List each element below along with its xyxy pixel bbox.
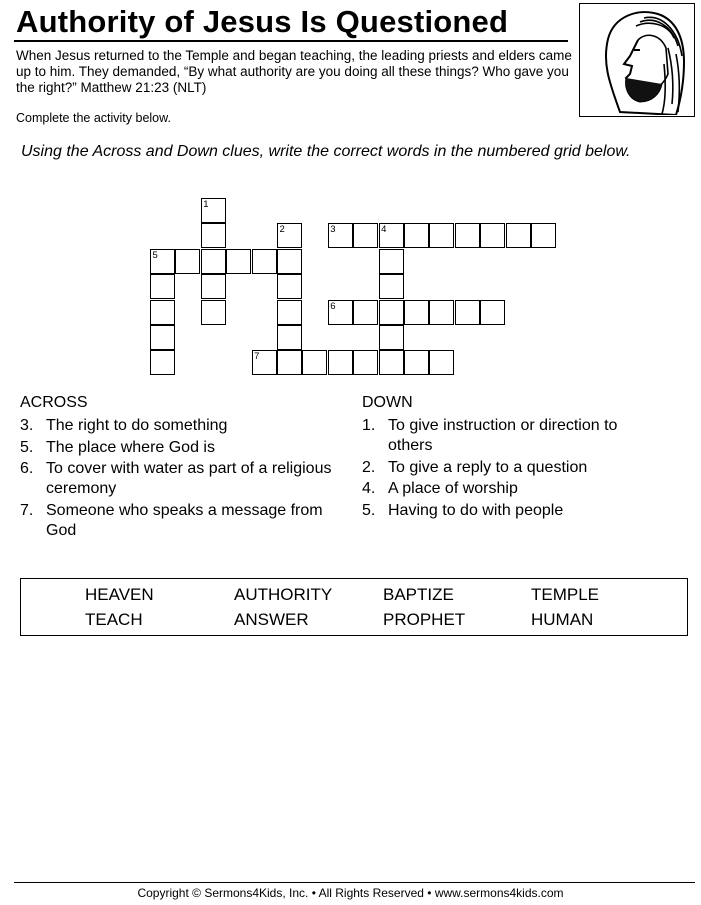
crossword-cell[interactable] bbox=[455, 223, 480, 248]
across-clue bbox=[20, 459, 340, 499]
crossword-cell[interactable] bbox=[429, 350, 454, 375]
jesus-profile-icon bbox=[580, 4, 693, 115]
crossword-cell[interactable] bbox=[353, 350, 378, 375]
crossword-cell[interactable] bbox=[175, 249, 200, 274]
crossword-cell[interactable] bbox=[277, 274, 302, 299]
footer-divider bbox=[14, 882, 695, 883]
word-bank-word: TEMPLE bbox=[531, 585, 600, 604]
down-clue bbox=[362, 501, 662, 521]
page-title: Authority of Jesus Is Questioned bbox=[16, 4, 509, 39]
crossword-cell[interactable] bbox=[379, 350, 404, 375]
crossword-cell[interactable] bbox=[150, 274, 175, 299]
crossword-cell[interactable] bbox=[302, 350, 327, 375]
crossword-cell[interactable] bbox=[201, 198, 226, 223]
word-bank-word: AUTHORITY bbox=[234, 585, 333, 604]
crossword-cell[interactable] bbox=[277, 249, 302, 274]
down-heading: DOWN bbox=[362, 394, 413, 411]
clue-number: 7. bbox=[20, 501, 34, 519]
crossword-cell[interactable] bbox=[379, 274, 404, 299]
crossword-cell[interactable] bbox=[379, 325, 404, 350]
clue-number: 2. bbox=[362, 458, 376, 476]
crossword-cell[interactable] bbox=[379, 249, 404, 274]
crossword-cell[interactable] bbox=[379, 223, 404, 248]
crossword-cell[interactable] bbox=[404, 300, 429, 325]
crossword-cell[interactable] bbox=[531, 223, 556, 248]
across-heading: ACROSS bbox=[20, 394, 88, 411]
crossword-cell[interactable] bbox=[404, 350, 429, 375]
clue-text: To give a reply to a question bbox=[388, 458, 588, 476]
crossword-cell[interactable] bbox=[150, 325, 175, 350]
crossword-cell[interactable] bbox=[150, 350, 175, 375]
clue-text: Someone who speaks a message from God bbox=[46, 501, 323, 539]
crossword-cell[interactable] bbox=[201, 300, 226, 325]
crossword-cell[interactable] bbox=[201, 274, 226, 299]
crossword-cell[interactable] bbox=[150, 249, 175, 274]
crossword-cell[interactable] bbox=[328, 350, 353, 375]
across-clue-list bbox=[20, 416, 340, 542]
instruction-text: Complete the activity below. bbox=[16, 111, 171, 125]
crossword-clue-number: 6 bbox=[330, 300, 336, 312]
crossword-clue-number: 1 bbox=[203, 199, 209, 210]
clue-number: 6. bbox=[20, 460, 34, 477]
crossword-cell[interactable] bbox=[252, 249, 277, 274]
across-clue bbox=[20, 416, 340, 436]
clue-number: 4. bbox=[362, 480, 376, 497]
crossword-cell[interactable] bbox=[480, 223, 505, 248]
crossword-cell[interactable] bbox=[277, 300, 302, 325]
crossword-clue-number: 4 bbox=[381, 224, 387, 236]
crossword-cell[interactable] bbox=[201, 249, 226, 274]
crossword-cell[interactable] bbox=[353, 300, 378, 325]
clue-text: To cover with water as part of a religious ceremony bbox=[46, 460, 332, 497]
down-clue-list bbox=[362, 416, 662, 522]
word-bank-word: PROPHET bbox=[383, 610, 466, 629]
intro-paragraph: When Jesus returned to the Temple and began teaching, the leading priests and elders came up to him. They demanded, “By what authority are you doing all these things? Who gave you the right?” Matthew 21:23 (NLT) bbox=[16, 48, 572, 95]
crossword-cell[interactable] bbox=[277, 350, 302, 375]
crossword-cell[interactable] bbox=[328, 223, 353, 248]
crossword-cell[interactable] bbox=[506, 223, 531, 248]
clue-text: Having to do with people bbox=[388, 501, 564, 519]
clue-text: The right to do something bbox=[46, 417, 228, 434]
down-clue bbox=[362, 479, 662, 499]
clue-number: 5. bbox=[20, 438, 34, 456]
crossword-clue-number: 5 bbox=[152, 249, 158, 261]
clue-number: 5. bbox=[362, 501, 376, 519]
crossword-cell[interactable] bbox=[480, 300, 505, 325]
down-clue bbox=[362, 416, 662, 456]
crossword-cell[interactable] bbox=[429, 300, 454, 325]
clue-text: To give instruction or direction to others bbox=[388, 417, 618, 454]
crossword-cell[interactable] bbox=[404, 223, 429, 248]
crossword-cell[interactable] bbox=[277, 325, 302, 350]
copyright-footer: Copyright © Sermons4Kids, Inc. • All Rights Reserved • www.sermons4kids.com bbox=[137, 886, 564, 900]
title-divider bbox=[14, 40, 568, 42]
crossword-cell[interactable] bbox=[277, 223, 302, 248]
crossword-clue-number: 7 bbox=[254, 351, 260, 363]
word-bank-word: ANSWER bbox=[234, 610, 309, 629]
word-bank bbox=[20, 578, 688, 636]
clue-number: 1. bbox=[362, 417, 376, 434]
crossword-cell[interactable] bbox=[429, 223, 454, 248]
crossword-cell[interactable] bbox=[150, 300, 175, 325]
clue-text: The place where God is bbox=[46, 438, 215, 456]
crossword-cell[interactable] bbox=[379, 300, 404, 325]
crossword-cell[interactable] bbox=[455, 300, 480, 325]
crossword-cell[interactable] bbox=[328, 300, 353, 325]
jesus-portrait-illustration bbox=[579, 3, 695, 117]
down-clue bbox=[362, 458, 662, 478]
clue-text: A place of worship bbox=[388, 480, 518, 497]
crossword-cell[interactable] bbox=[252, 350, 277, 375]
activity-instruction: Using the Across and Down clues, write the correct words in the numbered grid below. bbox=[21, 143, 631, 160]
crossword-clue-number: 3 bbox=[330, 224, 336, 236]
across-clue bbox=[20, 438, 340, 458]
word-bank-word: HUMAN bbox=[531, 610, 594, 629]
crossword-cell[interactable] bbox=[226, 249, 251, 274]
clue-number: 3. bbox=[20, 417, 34, 434]
crossword-clue-number: 2 bbox=[279, 224, 285, 236]
crossword-cell[interactable] bbox=[201, 223, 226, 248]
across-clue bbox=[20, 501, 340, 541]
crossword-cell[interactable] bbox=[353, 223, 378, 248]
word-bank-word: BAPTIZE bbox=[383, 585, 454, 604]
word-bank-word: HEAVEN bbox=[85, 585, 154, 604]
word-bank-word: TEACH bbox=[85, 610, 143, 629]
